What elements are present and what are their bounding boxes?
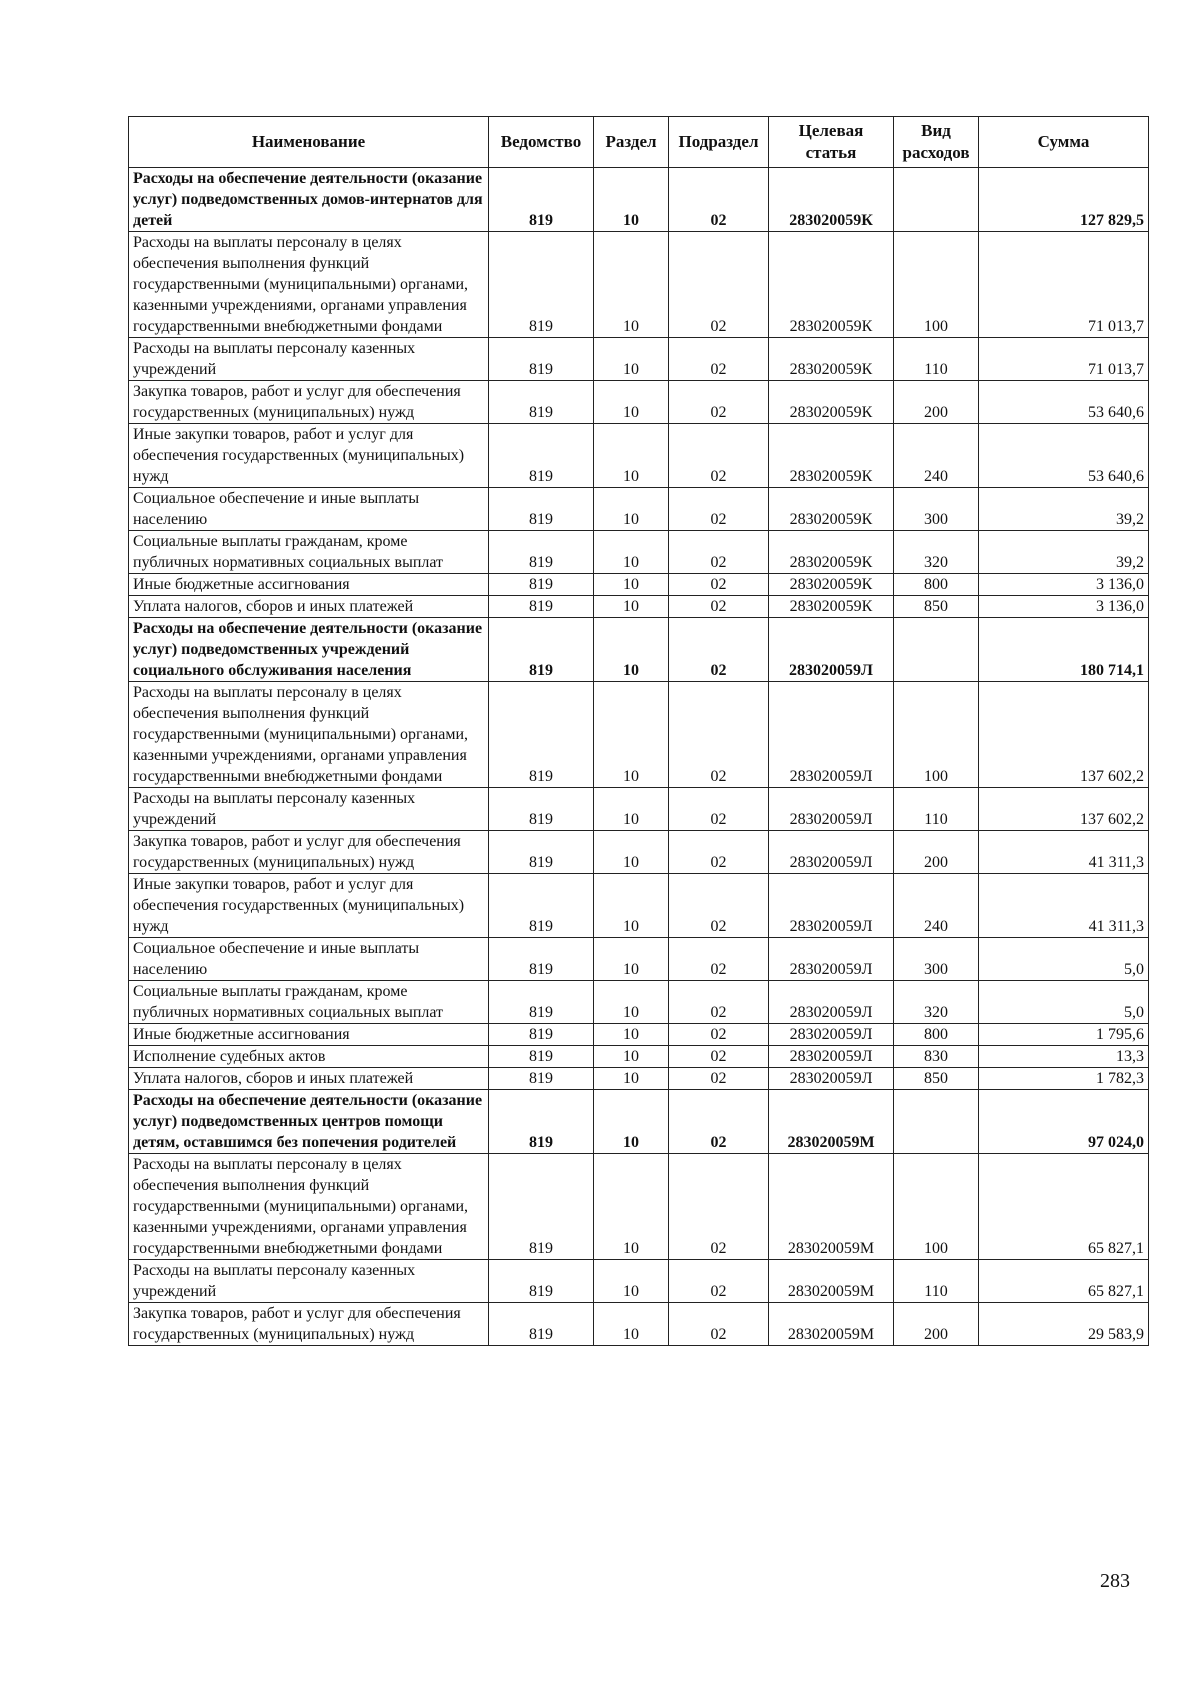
table-row [129,1046,1149,1068]
cell-target: 283020059К [769,338,894,381]
table-row [129,574,1149,596]
cell-subsection: 02 [669,618,769,682]
table-row [129,1260,1149,1303]
cell-sum: 29 583,9 [979,1303,1149,1346]
cell-sum: 1 795,6 [979,1024,1149,1046]
cell-type: 320 [894,981,979,1024]
cell-target: 283020059Л [769,874,894,938]
cell-dept: 819 [489,618,594,682]
table-row [129,531,1149,574]
cell-sum: 39,2 [979,531,1149,574]
cell-target: 283020059М [769,1260,894,1303]
cell-name: Социальные выплаты гражданам, кроме публичных нормативных социальных выплат [129,981,489,1024]
cell-subsection: 02 [669,682,769,788]
cell-target: 283020059К [769,232,894,338]
table-row [129,488,1149,531]
cell-section: 10 [594,531,669,574]
table-row-section [129,1090,1149,1154]
cell-name: Расходы на обеспечение деятельности (оказание услуг) подведомственных центров помощи детям, оставшимся без попечения родителей [129,1090,489,1154]
cell-target: 283020059Л [769,618,894,682]
table-row [129,938,1149,981]
table-row [129,788,1149,831]
cell-sum: 39,2 [979,488,1149,531]
cell-dept: 819 [489,1046,594,1068]
cell-section: 10 [594,424,669,488]
cell-type [894,618,979,682]
cell-sum: 1 782,3 [979,1068,1149,1090]
cell-type: 830 [894,1046,979,1068]
page-number: 283 [1100,1570,1130,1592]
cell-dept: 819 [489,1068,594,1090]
cell-target: 283020059Л [769,682,894,788]
cell-target: 283020059К [769,381,894,424]
cell-name: Исполнение судебных актов [129,1046,489,1068]
cell-sum: 41 311,3 [979,874,1149,938]
cell-dept: 819 [489,831,594,874]
cell-dept: 819 [489,574,594,596]
cell-subsection: 02 [669,1303,769,1346]
cell-dept: 819 [489,1260,594,1303]
cell-section: 10 [594,938,669,981]
cell-section: 10 [594,1090,669,1154]
cell-sum: 65 827,1 [979,1154,1149,1260]
table-row [129,1024,1149,1046]
cell-section: 10 [594,788,669,831]
cell-name: Расходы на обеспечение деятельности (оказание услуг) подведомственных домов-интернатов для детей [129,168,489,232]
cell-subsection: 02 [669,168,769,232]
cell-subsection: 02 [669,831,769,874]
cell-target: 283020059М [769,1154,894,1260]
cell-section: 10 [594,1154,669,1260]
cell-sum: 5,0 [979,938,1149,981]
cell-section: 10 [594,831,669,874]
table-row [129,596,1149,618]
cell-sum: 65 827,1 [979,1260,1149,1303]
cell-subsection: 02 [669,981,769,1024]
cell-target: 283020059М [769,1303,894,1346]
cell-section: 10 [594,618,669,682]
cell-type: 300 [894,938,979,981]
table-row [129,831,1149,874]
cell-sum: 71 013,7 [979,232,1149,338]
cell-subsection: 02 [669,338,769,381]
cell-type: 800 [894,574,979,596]
cell-dept: 819 [489,338,594,381]
cell-name: Уплата налогов, сборов и иных платежей [129,596,489,618]
cell-name: Социальные выплаты гражданам, кроме публичных нормативных социальных выплат [129,531,489,574]
cell-subsection: 02 [669,1090,769,1154]
table-row [129,981,1149,1024]
cell-name: Закупка товаров, работ и услуг для обеспечения государственных (муниципальных) нужд [129,831,489,874]
cell-dept: 819 [489,381,594,424]
cell-target: 283020059Л [769,1046,894,1068]
table-row [129,424,1149,488]
cell-type: 240 [894,874,979,938]
cell-section: 10 [594,168,669,232]
cell-type: 100 [894,1154,979,1260]
header-section: Раздел [594,117,669,168]
cell-type: 100 [894,682,979,788]
cell-target: 283020059К [769,531,894,574]
cell-type [894,1090,979,1154]
cell-name: Закупка товаров, работ и услуг для обеспечения государственных (муниципальных) нужд [129,1303,489,1346]
cell-dept: 819 [489,981,594,1024]
cell-name: Расходы на выплаты персоналу в целях обеспечения выполнения функций государственными (муниципальными) органами, казенными учреждениями, органами управления государственными внебюджетными фондами [129,232,489,338]
cell-sum: 3 136,0 [979,574,1149,596]
cell-section: 10 [594,1024,669,1046]
table-row-section [129,618,1149,682]
cell-subsection: 02 [669,424,769,488]
cell-subsection: 02 [669,531,769,574]
cell-type: 110 [894,788,979,831]
cell-name: Социальное обеспечение и иные выплаты населению [129,938,489,981]
cell-sum: 3 136,0 [979,596,1149,618]
cell-type: 800 [894,1024,979,1046]
cell-section: 10 [594,1303,669,1346]
cell-type: 200 [894,381,979,424]
cell-type: 200 [894,831,979,874]
cell-target: 283020059К [769,596,894,618]
cell-target: 283020059К [769,488,894,531]
table-row-section [129,168,1149,232]
cell-name: Расходы на обеспечение деятельности (оказание услуг) подведомственных учреждений социального обслуживания населения [129,618,489,682]
cell-subsection: 02 [669,788,769,831]
table-header-row [129,117,1149,168]
cell-subsection: 02 [669,232,769,338]
cell-subsection: 02 [669,1260,769,1303]
cell-section: 10 [594,574,669,596]
cell-section: 10 [594,1260,669,1303]
cell-sum: 71 013,7 [979,338,1149,381]
cell-section: 10 [594,874,669,938]
cell-dept: 819 [489,1024,594,1046]
cell-section: 10 [594,682,669,788]
cell-subsection: 02 [669,488,769,531]
cell-dept: 819 [489,874,594,938]
cell-type: 110 [894,1260,979,1303]
cell-name: Расходы на выплаты персоналу казенных учреждений [129,338,489,381]
cell-dept: 819 [489,531,594,574]
cell-section: 10 [594,596,669,618]
cell-dept: 819 [489,596,594,618]
table-row [129,1303,1149,1346]
cell-target: 283020059Л [769,1024,894,1046]
cell-dept: 819 [489,424,594,488]
cell-section: 10 [594,1046,669,1068]
table-row [129,1068,1149,1090]
cell-type: 100 [894,232,979,338]
table-row [129,874,1149,938]
cell-subsection: 02 [669,1024,769,1046]
cell-target: 283020059Л [769,938,894,981]
header-type: Вид расходов [894,117,979,168]
cell-subsection: 02 [669,1154,769,1260]
cell-section: 10 [594,981,669,1024]
cell-dept: 819 [489,682,594,788]
cell-dept: 819 [489,1303,594,1346]
budget-table-container [128,116,1148,1346]
cell-name: Расходы на выплаты персоналу в целях обеспечения выполнения функций государственными (муниципальными) органами, казенными учреждениями, органами управления государственными внебюджетными фондами [129,1154,489,1260]
cell-dept: 819 [489,1154,594,1260]
cell-subsection: 02 [669,596,769,618]
cell-sum: 137 602,2 [979,788,1149,831]
cell-target: 283020059К [769,168,894,232]
cell-dept: 819 [489,1090,594,1154]
cell-name: Расходы на выплаты персоналу в целях обеспечения выполнения функций государственными (муниципальными) органами, казенными учреждениями, органами управления государственными внебюджетными фондами [129,682,489,788]
header-dept: Ведомство [489,117,594,168]
cell-section: 10 [594,1068,669,1090]
header-sum: Сумма [979,117,1149,168]
header-subsection: Подраздел [669,117,769,168]
cell-dept: 819 [489,232,594,338]
cell-name: Расходы на выплаты персоналу казенных учреждений [129,1260,489,1303]
cell-subsection: 02 [669,574,769,596]
header-name: Наименование [129,117,489,168]
cell-sum: 180 714,1 [979,618,1149,682]
cell-target: 283020059Л [769,788,894,831]
cell-target: 283020059Л [769,1068,894,1090]
cell-sum: 5,0 [979,981,1149,1024]
cell-name: Уплата налогов, сборов и иных платежей [129,1068,489,1090]
cell-subsection: 02 [669,938,769,981]
cell-name: Иные закупки товаров, работ и услуг для обеспечения государственных (муниципальных) нужд [129,424,489,488]
cell-name: Иные закупки товаров, работ и услуг для обеспечения государственных (муниципальных) нужд [129,874,489,938]
cell-sum: 13,3 [979,1046,1149,1068]
cell-sum: 41 311,3 [979,831,1149,874]
cell-target: 283020059Л [769,831,894,874]
cell-dept: 819 [489,168,594,232]
cell-type [894,168,979,232]
cell-sum: 127 829,5 [979,168,1149,232]
table-row [129,232,1149,338]
cell-sum: 97 024,0 [979,1090,1149,1154]
cell-type: 200 [894,1303,979,1346]
cell-dept: 819 [489,488,594,531]
cell-section: 10 [594,488,669,531]
header-target: Целевая статья [769,117,894,168]
table-row [129,682,1149,788]
cell-subsection: 02 [669,381,769,424]
cell-name: Иные бюджетные ассигнования [129,1024,489,1046]
table-row [129,338,1149,381]
cell-subsection: 02 [669,1068,769,1090]
cell-name: Социальное обеспечение и иные выплаты населению [129,488,489,531]
cell-type: 110 [894,338,979,381]
cell-name: Закупка товаров, работ и услуг для обеспечения государственных (муниципальных) нужд [129,381,489,424]
cell-name: Расходы на выплаты персоналу казенных учреждений [129,788,489,831]
cell-section: 10 [594,338,669,381]
cell-type: 850 [894,1068,979,1090]
table-row [129,1154,1149,1260]
cell-target: 283020059Л [769,981,894,1024]
cell-type: 300 [894,488,979,531]
cell-type: 240 [894,424,979,488]
cell-subsection: 02 [669,1046,769,1068]
cell-type: 850 [894,596,979,618]
cell-subsection: 02 [669,874,769,938]
cell-sum: 137 602,2 [979,682,1149,788]
budget-table [128,116,1149,1346]
cell-target: 283020059К [769,424,894,488]
table-row [129,381,1149,424]
cell-dept: 819 [489,938,594,981]
cell-sum: 53 640,6 [979,381,1149,424]
cell-target: 283020059М [769,1090,894,1154]
cell-sum: 53 640,6 [979,424,1149,488]
cell-dept: 819 [489,788,594,831]
cell-type: 320 [894,531,979,574]
cell-name: Иные бюджетные ассигнования [129,574,489,596]
cell-section: 10 [594,232,669,338]
table-body [129,168,1149,1346]
cell-section: 10 [594,381,669,424]
cell-target: 283020059К [769,574,894,596]
